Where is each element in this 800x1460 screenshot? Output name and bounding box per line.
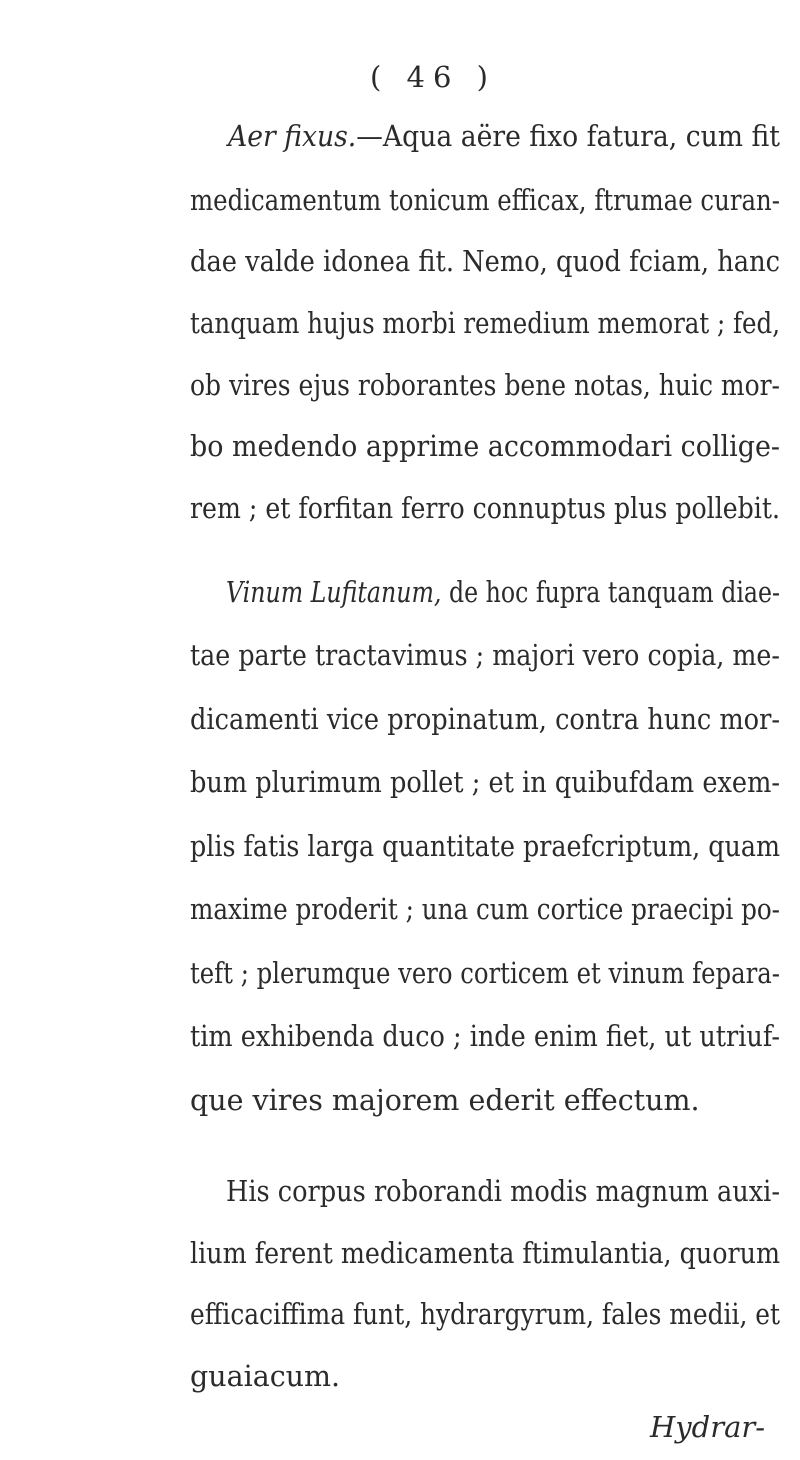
text-line: que vires majorem ederit effectum. [190, 1084, 700, 1118]
text-line: teft ; plerumque vero corticem et vinum fepara- [190, 956, 780, 990]
text-line: tae parte tractavimus ; majori vero copia, me- [190, 639, 780, 673]
text-line: ob vires ejus roborantes bene notas, huic mor- [190, 368, 780, 402]
text-line: dicamenti vice propinatum, contra hunc mor- [190, 702, 780, 736]
text-line: His corpus roborandi modis magnum auxi- [226, 1174, 780, 1208]
section-heading: Aer fixus. [228, 120, 357, 153]
text-line: guaiacum. [190, 1360, 341, 1393]
text-line: dae valde idonea fit. Nemo, quod fciam, hanc [190, 245, 780, 279]
text-line: maxime proderit ; una cum cortice praecipi po- [190, 893, 780, 927]
text-line: efficaciffima funt, hydrargyrum, fales medii, et [190, 1298, 780, 1332]
catchword: Hydrar- [650, 1410, 766, 1444]
text-line: bum plurimum pollet ; et in quibufdam exem- [190, 766, 780, 800]
text-line: lium ferent medicamenta ftimulantia, quorum [190, 1236, 780, 1270]
text-line: bo medendo apprime accommodari collige- [190, 430, 780, 464]
section-heading: Vinum Lufitanum, [226, 575, 442, 609]
text-line: tanquam hujus morbi remedium memorat ; fed, [190, 306, 780, 340]
text-line: Vinum Lufitanum, de hoc fupra tanquam diae- [226, 575, 780, 609]
page-number: ( 46 ) [370, 60, 496, 94]
text-line: tim exhibenda duco ; inde enim fiet, ut utriuf- [190, 1020, 780, 1054]
text-line: medicamentum tonicum efficax, ftrumae curan- [190, 183, 780, 217]
text-line: rem ; et forfitan ferro connuptus plus pollebit. [190, 492, 780, 526]
text-line: Aer fixus.—Aqua aëre fixo fatura, cum fit [228, 120, 780, 153]
text-line: plis fatis larga quantitate praefcriptum, quam [190, 829, 780, 863]
